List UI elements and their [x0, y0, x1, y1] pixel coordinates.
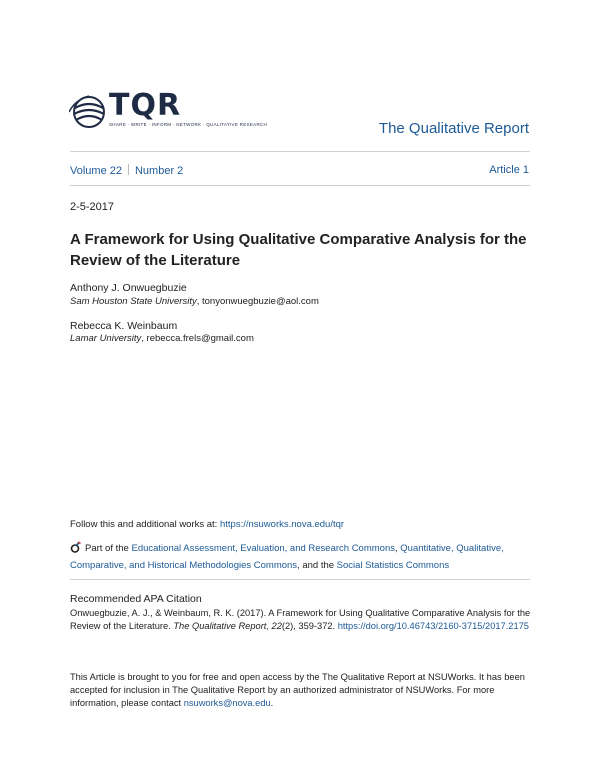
author-name: Rebecca K. Weinbaum	[70, 320, 178, 332]
follow-prefix: Follow this and additional works at:	[70, 519, 220, 530]
notice-end: .	[270, 698, 274, 708]
author-email: , tonyonwuegbuzie@aol.com	[196, 296, 319, 307]
article-link[interactable]: Article 1	[489, 164, 529, 176]
commons-link-methodologies[interactable]: Quantitative, Qualitative, Comparative, and Historical Methodologies Commons	[70, 543, 504, 571]
commons-link-assessment[interactable]: Educational Assessment, Evaluation, and Research Commons	[131, 543, 395, 554]
contact-email-link[interactable]: nsuworks@nova.edu	[183, 698, 271, 708]
citation-heading: Recommended APA Citation	[70, 593, 202, 605]
citation-part: Onwuegbuzie, A. J., & Weinbaum, R. K. (2017). A Framework for Using Qualitative Comparative Analysis for the Review of the Literature.	[70, 608, 531, 631]
commons-link-statistics[interactable]: Social Statistics Commons	[336, 560, 450, 571]
follow-line	[70, 519, 344, 530]
author-affiliation	[70, 333, 254, 344]
number-link[interactable]: Number 2	[134, 165, 184, 177]
separator	[128, 164, 129, 175]
logo-wordmark: TQR	[109, 88, 182, 123]
notice-text: This Article is brought to you for free and open access by the The Qualitative Report at NSUWorks. It has been accepted for inclusion in The Qualitative Report by an authorized administrator of NSUWorks. For more information, please contact	[70, 672, 525, 708]
access-notice	[70, 671, 530, 710]
globe-icon	[69, 92, 109, 132]
author-institution: Lamar University	[70, 333, 142, 344]
volume-link[interactable]: Volume 22	[70, 165, 122, 177]
citation-text	[70, 607, 532, 633]
divider-mid	[70, 185, 530, 186]
part-of-prefix: Part of the	[85, 543, 132, 554]
article-title: A Framework for Using Qualitative Comparative Analysis for the Review of the Literature	[70, 231, 527, 269]
logo-subtitle: SHARE · WRITE · INFORM · NETWORK · QUALITATIVE RESEARCH	[109, 122, 268, 127]
divider-bottom	[70, 579, 530, 580]
publication-date: 2-5-2017	[70, 201, 115, 213]
follow-url-link[interactable]: https://nsuworks.nova.edu/tqr	[219, 519, 345, 530]
author-institution: Sam Houston State University	[70, 296, 197, 307]
citation-part: (2), 359-372.	[281, 621, 338, 631]
citation-journal: The Qualitative Report, 22	[173, 621, 282, 631]
doi-link[interactable]: https://doi.org/10.46743/2160-3715/2017.2175	[337, 621, 529, 631]
author-email: , rebecca.frels@gmail.com	[141, 333, 254, 344]
commons-separator: , and the	[297, 560, 337, 571]
author-name: Anthony J. Onwuegbuzie	[70, 282, 187, 294]
commons-separator: ,	[394, 543, 401, 554]
tqr-logo	[69, 88, 268, 136]
open-access-icon	[70, 541, 82, 553]
journal-title[interactable]: The Qualitative Report	[378, 120, 529, 137]
author-affiliation	[70, 296, 319, 307]
part-of-commons	[70, 540, 532, 574]
issue-info	[70, 164, 183, 177]
divider-top	[70, 151, 530, 152]
